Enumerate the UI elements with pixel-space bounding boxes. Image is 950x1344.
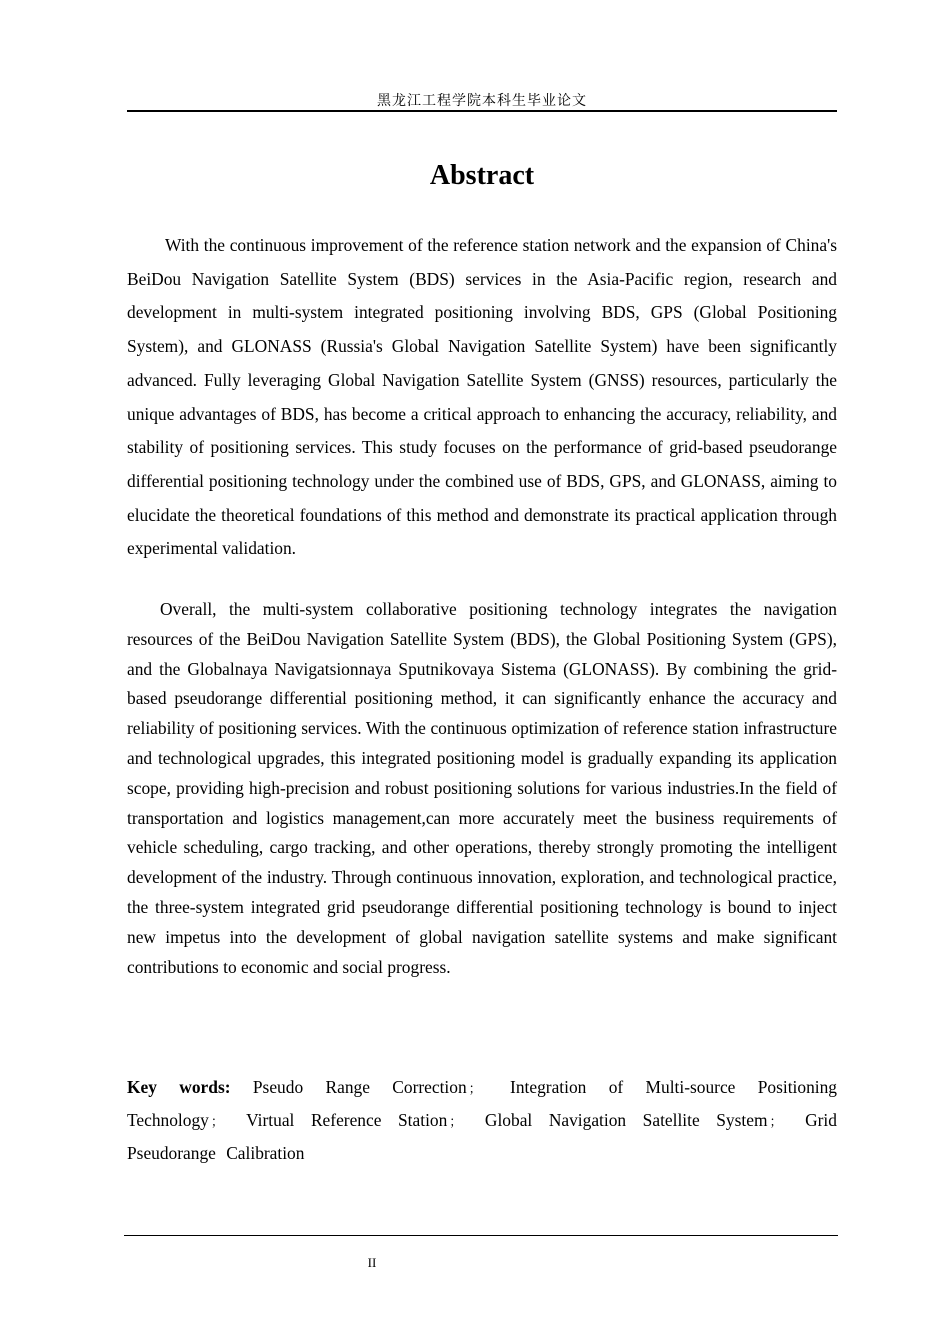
keywords-label: Key words: <box>127 1077 231 1097</box>
abstract-title: Abstract <box>429 160 535 191</box>
keyword-item: Virtual Reference Station <box>246 1110 448 1130</box>
keyword-item: Pseudo Range Correction <box>252 1077 467 1097</box>
keyword-item: Global Navigation Satellite System <box>484 1110 768 1130</box>
page-number: II <box>367 1255 377 1270</box>
keyword-item: Grid Pseudorange Calibration <box>127 1110 837 1163</box>
abstract-paragraph-2: Overall, the multi-system collaborative positioning technology integrates the navigation resources of the BeiDou Navigation Satellite System (BDS), the Global Positioning System (GPS), and the Globalnaya Navigatsionnaya Sputnikovaya Sistema (GLONASS). By combining the grid-based pseudorange differential positioning method, it can significantly enhance the accuracy and reliability of positioning services. With the continuous optimization of reference station infrastructure and technological upgrades, this integrated positioning model is gradually expanding its application scope, providing high-precision and robust positioning solutions for various industries.In the field of transportation and logistics management,can more accurately meet the business requirements of vehicle scheduling, cargo tracking, and other operations, thereby strongly promoting the intelligent development of the industry. Through continuous innovation, exploration, and technological practice, the three-system integrated grid pseudorange differential positioning technology is bound to inject new impetus into the development of global navigation satellite systems and make significant contributions to economic and social progress. <box>127 599 837 977</box>
footer-rule <box>124 1235 838 1236</box>
header-rule <box>127 110 837 112</box>
keyword-item: Integration of Multi-source Positioning Technology <box>127 1077 837 1130</box>
keyword-separator: ； <box>769 1115 783 1130</box>
running-header: 黑龙江工程学院本科生毕业论文 <box>377 93 587 109</box>
keyword-separator: ； <box>468 1082 482 1097</box>
keywords-block <box>127 1072 837 1168</box>
keyword-separator: ； <box>449 1115 463 1130</box>
keyword-separator: ； <box>210 1115 224 1130</box>
abstract-paragraph-1: With the continuous improvement of the reference station network and the expansion of China's BeiDou Navigation Satellite System (BDS) services in the Asia-Pacific region, research and development in multi-system integrated positioning involving BDS, GPS (Global Positioning System), and GLONASS (Russia's Global Navigation Satellite System) have been significantly advanced. Fully leveraging Global Navigation Satellite System (GNSS) resources, particularly the unique advantages of BDS, has become a critical approach to enhancing the accuracy, reliability, and stability of positioning services. This study focuses on the performance of grid-based pseudorange differential positioning technology under the combined use of BDS, GPS, and GLONASS, aiming to elucidate the theoretical foundations of this method and demonstrate its practical application through experimental validation. <box>127 235 837 559</box>
